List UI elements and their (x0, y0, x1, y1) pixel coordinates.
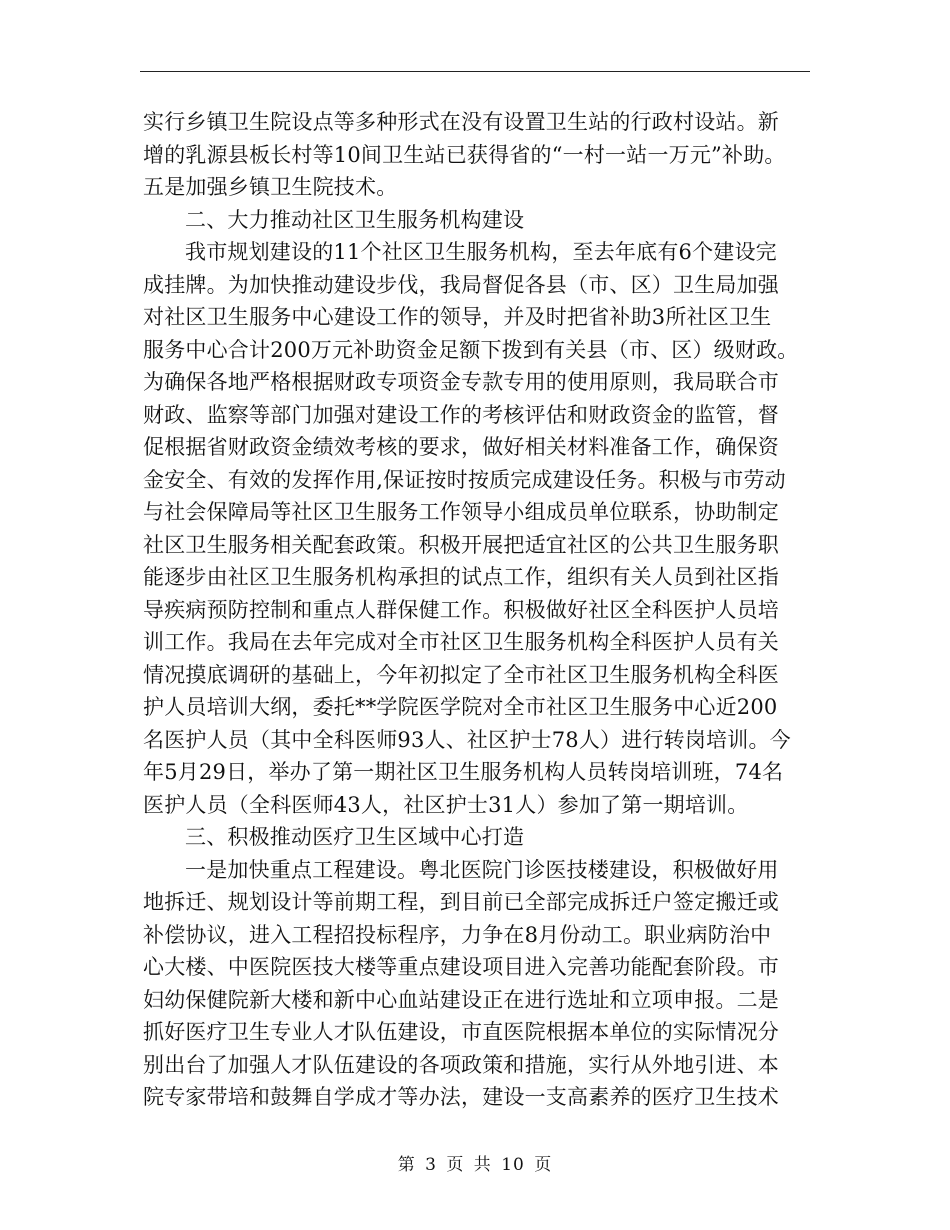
text-line: 年5月29日，举办了第一期社区卫生服务机构人员转岗培训班，74名 (143, 760, 784, 784)
text-line: 金安全、有效的发挥作用,保证按时按质完成建设任务。积极与市劳动 (143, 467, 786, 492)
text-line: 二、大力推动社区卫生服务机构建设 (185, 207, 525, 232)
text-line: 医护人员（全科医师43人，社区护士31人）参加了第一期培训。 (143, 792, 749, 817)
text-line: 促根据省财政资金绩效考核的要求，做好相关材料准备工作，确保资 (143, 435, 779, 459)
page-number-footer: 第 3 页 共 10 页 (397, 1155, 553, 1175)
text-line: 对社区卫生服务中心建设工作的领导，并及时把省补助3所社区卫生 (143, 305, 772, 329)
text-line: 情况摸底调研的基础上，今年初拟定了全市社区卫生服务机构全科医 (143, 662, 779, 687)
text-line: 与社会保障局等社区卫生服务工作领导小组成员单位联系，协助制定 (143, 500, 779, 524)
text-line: 护人员培训大纲，委托**学院医学院对全市社区卫生服务中心近200 (143, 695, 778, 719)
text-line: 社区卫生服务相关配套政策。积极开展把适宜社区的公共卫生服务职 (143, 532, 779, 557)
text-line: 训工作。我局在去年完成对全市社区卫生服务机构全科医护人员有关 (143, 630, 779, 654)
text-line: 财政、监察等部门加强对建设工作的考核评估和财政资金的监管，督 (143, 402, 779, 427)
text-line: 别出台了加强人才队伍建设的各项政策和措施，实行从外地引进、本 (143, 1052, 779, 1077)
text-line: 实行乡镇卫生院设点等多种形式在没有设置卫生站的行政村设站。新 (143, 110, 779, 134)
text-line: 地拆迁、规划设计等前期工程，到目前已全部完成拆迁户签定搬迁或 (143, 890, 779, 914)
text-line: 名医护人员（其中全科医师93人、社区护士78人）进行转岗培训。今 (143, 727, 791, 752)
text-line: 一是加快重点工程建设。粤北医院门诊医技楼建设，积极做好用 (185, 857, 779, 882)
text-line: 成挂牌。为加快推动建设步伐，我局督促各县（市、区）卫生局加强 (143, 272, 779, 297)
text-line: 服务中心合计200万元补助资金足额下拨到有关县（市、区）级财政。 (143, 337, 799, 362)
text-line: 增的乳源县板长村等10间卫生站已获得省的“一村一站一万元”补助。 (143, 142, 786, 167)
text-line: 三、积极推动医疗卫生区域中心打造 (185, 825, 525, 849)
header-rule (140, 71, 810, 72)
text-line: 补偿协议，进入工程招投标程序，力争在8月份动工。职业病防治中 (143, 922, 772, 947)
text-line: 抓好医疗卫生专业人才队伍建设，市直医院根据本单位的实际情况分 (143, 1020, 779, 1044)
document-body (143, 106, 813, 1114)
text-line: 能逐步由社区卫生服务机构承担的试点工作，组织有关人员到社区指 (143, 565, 779, 589)
text-line: 为确保各地严格根据财政专项资金专款专用的使用原则，我局联合市 (143, 370, 779, 394)
text-line: 导疾病预防控制和重点人群保健工作。积极做好社区全科医护人员培 (143, 597, 779, 622)
text-line: 心大楼、中医院医技大楼等重点建设项目进入完善功能配套阶段。市 (143, 955, 779, 979)
text-line: 五是加强乡镇卫生院技术。 (143, 175, 398, 199)
text-line: 妇幼保健院新大楼和新中心血站建设正在进行选址和立项申报。二是 (143, 987, 779, 1012)
text-line: 我市规划建设的11个社区卫生服务机构，至去年底有6个建设完 (185, 240, 777, 264)
text-line: 院专家带培和鼓舞自学成才等办法，建设一支高素养的医疗卫生技术 (143, 1085, 779, 1109)
